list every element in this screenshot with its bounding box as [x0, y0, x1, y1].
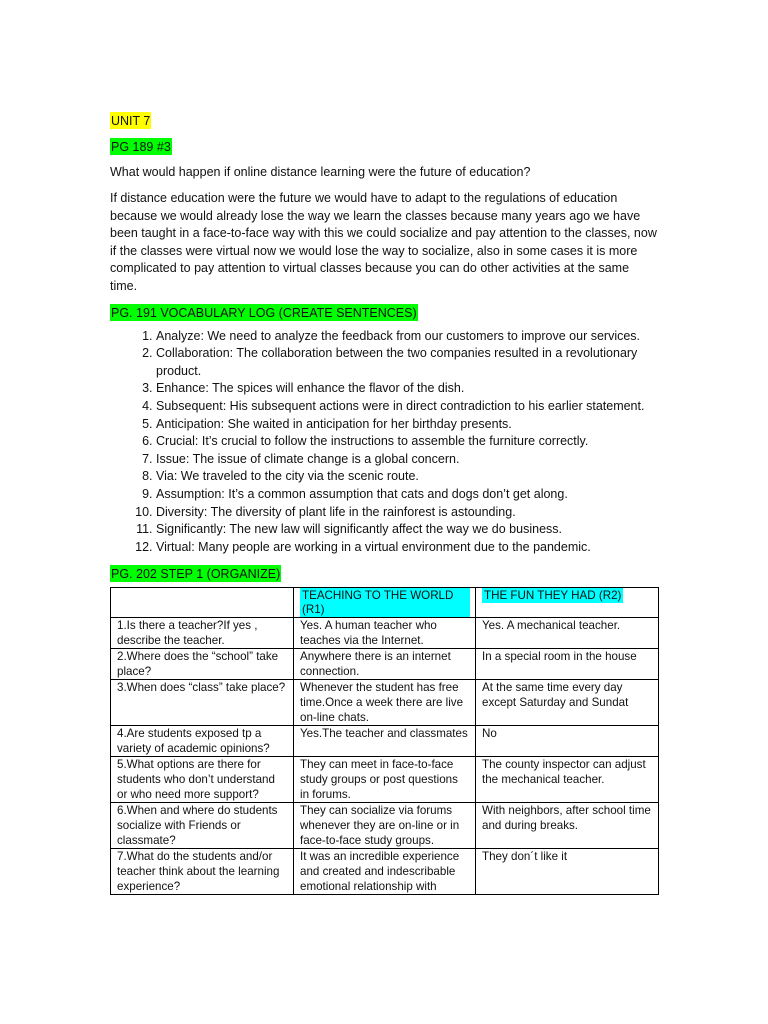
table-cell-r2: No [476, 726, 659, 757]
vocabulary-item: 8. Via: We traveled to the city via the scenic route. [156, 468, 658, 486]
table-header-empty [111, 588, 294, 618]
table-header-r1-label: TEACHING TO THE WORLD (R1) [300, 588, 470, 617]
table-cell-r1: They can socialize via forums whenever they are on-line or in face-to-face study groups. [294, 803, 476, 849]
vocabulary-item: 1. Analyze: We need to analyze the feedback from our customers to improve our services. [156, 328, 658, 346]
document-page [110, 112, 658, 895]
table-row [111, 803, 659, 849]
organize-heading-block [110, 565, 658, 582]
table-cell-r1: It was an incredible experience and created and indescribable emotional relationship with [294, 849, 476, 895]
table-cell-question: 7.What do the students and/or teacher think about the learning experience? [111, 849, 294, 895]
vocabulary-item: 9. Assumption: It’s a common assumption that cats and dogs don’t get along. [156, 486, 658, 504]
unit-label: UNIT 7 [111, 114, 151, 128]
table-cell-r1: Yes. A human teacher who teaches via the Internet. [294, 618, 476, 649]
table-row [111, 649, 659, 680]
organize-heading: PG. 202 STEP 1 (ORGANIZE) [111, 567, 281, 582]
answer-paragraph: If distance education were the future we would have to adapt to the regulations of education because we would already lose the way we learn the classes because many years ago we have been taught in a face-to-face way with this we could socialize and pay attention to the classes, now if the classes were virtual now we would lose the way to socialize, also in some cases it is more complicated to pay attention to virtual classes because you can do other activities at the same time. [110, 191, 657, 293]
vocabulary-item: 10. Diversity: The diversity of plant life in the rainforest is astounding. [156, 504, 658, 522]
vocabulary-item: 3. Enhance: The spices will enhance the flavor of the dish. [156, 380, 658, 398]
table-header-r1 [294, 588, 476, 618]
table-cell-r2: With neighbors, after school time and during breaks. [476, 803, 659, 849]
table-header-row [111, 588, 659, 618]
vocabulary-item: 12. Virtual: Many people are working in a virtual environment due to the pandemic. [156, 539, 658, 557]
page-reference-label: PG 189 #3 [111, 140, 171, 154]
table-cell-question: 6.When and where do students socialize with Friends or classmate? [111, 803, 294, 849]
table-cell-r2: At the same time every day except Saturday and Sundat [476, 680, 659, 726]
vocabulary-heading-block [110, 304, 658, 321]
table-cell-question: 1.Is there a teacher?If yes , describe the teacher. [111, 618, 294, 649]
vocabulary-item: 2. Collaboration: The collaboration between the two companies resulted in a revolutionary product. [156, 345, 658, 380]
table-cell-question: 5.What options are there for students who don’t understand or who need more support? [111, 757, 294, 803]
table-cell-r2: In a special room in the house [476, 649, 659, 680]
vocabulary-item: 7. Issue: The issue of climate change is a global concern. [156, 451, 658, 469]
table-cell-r1: Yes.The teacher and classmates [294, 726, 476, 757]
vocabulary-heading: PG. 191 VOCABULARY LOG (CREATE SENTENCES) [111, 305, 417, 320]
table-cell-r2: They don´t like it [476, 849, 659, 895]
table-cell-r2: The county inspector can adjust the mechanical teacher. [476, 757, 659, 803]
comparison-table [110, 587, 659, 895]
table-header-r2-label: THE FUN THEY HAD (R2) [484, 589, 622, 603]
vocabulary-item: 4. Subsequent: His subsequent actions were in direct contradiction to his earlier statement. [156, 398, 658, 416]
vocabulary-item: 11. Significantly: The new law will significantly affect the way we do business. [156, 521, 658, 539]
table-cell-r1: Whenever the student has free time.Once a week there are live on-line chats. [294, 680, 476, 726]
table-cell-r1: They can meet in face-to-face study groups or post questions in forums. [294, 757, 476, 803]
table-cell-r2: Yes. A mechanical teacher. [476, 618, 659, 649]
table-row [111, 757, 659, 803]
table-cell-question: 2.Where does the “school” take place? [111, 649, 294, 680]
question-text: What would happen if online distance learning were the future of education? [110, 165, 531, 179]
table-row [111, 849, 659, 895]
table-cell-question: 4.Are students exposed tp a variety of academic opinions? [111, 726, 294, 757]
table-header-r2 [476, 588, 659, 618]
page-ref-block [110, 138, 658, 155]
table-cell-r1: Anywhere there is an internet connection. [294, 649, 476, 680]
table-cell-question: 3.When does “class” take place? [111, 680, 294, 726]
vocabulary-item: 6. Crucial: It’s crucial to follow the instructions to assemble the furniture correctly. [156, 433, 658, 451]
vocabulary-item: 5. Anticipation: She waited in anticipation for her birthday presents. [156, 416, 658, 434]
vocabulary-list [110, 328, 658, 557]
table-row [111, 680, 659, 726]
table-row [111, 726, 659, 757]
unit-heading-block [110, 112, 658, 129]
table-row [111, 618, 659, 649]
